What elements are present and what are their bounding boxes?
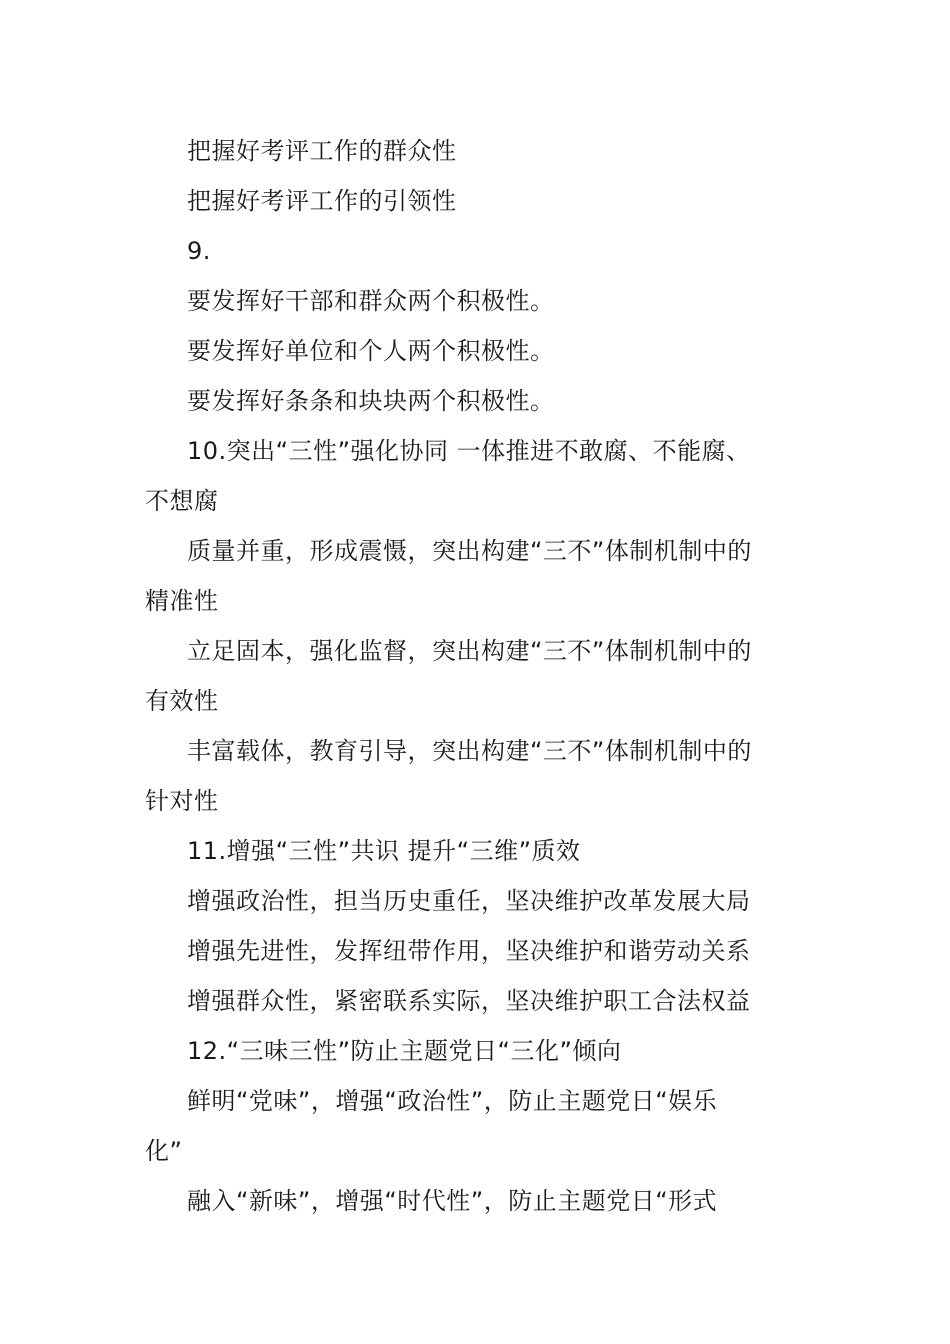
text-line: 增强政治性，担当历史重任，坚决维护改革发展大局 <box>187 887 751 915</box>
text-line-continuation: 精准性 <box>145 587 219 615</box>
text-line: 要发挥好干部和群众两个积极性。 <box>187 287 555 315</box>
text-line: 要发挥好单位和个人两个积极性。 <box>187 337 555 365</box>
section-heading: 11.增强“三性”共识 提升“三维”质效 <box>187 837 581 865</box>
text-line: 把握好考评工作的群众性 <box>187 137 457 165</box>
text-line: 把握好考评工作的引领性 <box>187 187 457 215</box>
text-line: 融入“新味”，增强“时代性”，防止主题党日“形式 <box>187 1187 718 1215</box>
section-heading: 10.突出“三性”强化协同 一体推进不敢腐、不能腐、 <box>187 437 751 465</box>
text-line: 增强群众性，紧密联系实际，坚决维护职工合法权益 <box>187 987 751 1015</box>
text-line: 要发挥好条条和块块两个积极性。 <box>187 387 555 415</box>
document-body <box>145 126 807 1226</box>
text-line-continuation: 不想腐 <box>145 487 219 515</box>
section-number: 9. <box>187 237 211 265</box>
text-line: 丰富载体，教育引导，突出构建“三不”体制机制中的 <box>187 737 752 765</box>
text-line: 立足固本，强化监督，突出构建“三不”体制机制中的 <box>187 637 752 665</box>
text-line-continuation: 化” <box>145 1137 183 1165</box>
section-heading: 12.“三味三性”防止主题党日“三化”倾向 <box>187 1037 622 1065</box>
text-line: 增强先进性，发挥纽带作用，坚决维护和谐劳动关系 <box>187 937 751 965</box>
text-line: 鲜明“党味”，增强“政治性”，防止主题党日“娱乐 <box>187 1087 718 1115</box>
text-line: 质量并重，形成震慑，突出构建“三不”体制机制中的 <box>187 537 752 565</box>
text-line-continuation: 有效性 <box>145 687 219 715</box>
text-line-continuation: 针对性 <box>145 787 219 815</box>
